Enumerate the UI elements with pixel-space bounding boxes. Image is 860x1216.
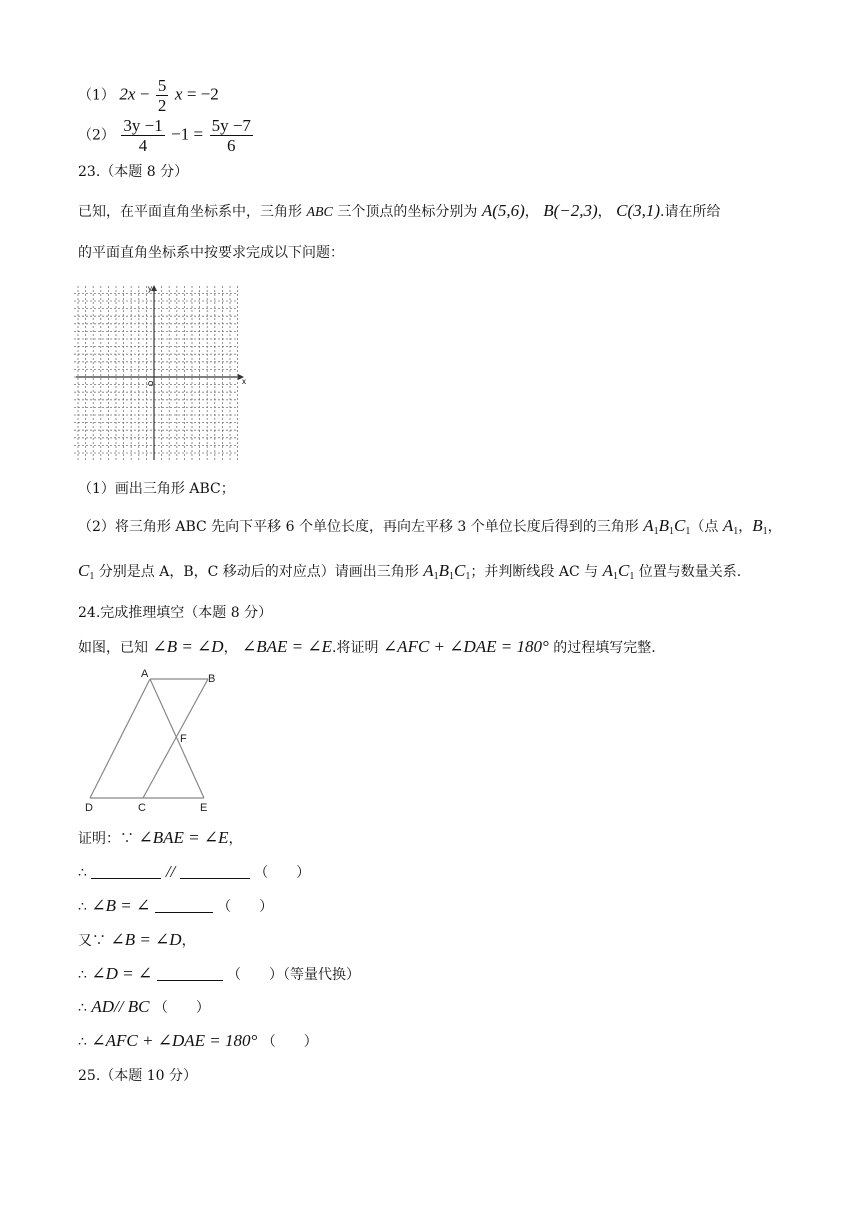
grid-lines — [74, 286, 238, 460]
x-axis-label: x — [242, 377, 246, 386]
proof-line-4: 又∵ ∠B = ∠D， — [78, 930, 196, 949]
segment-ae — [150, 679, 204, 798]
eq1-fraction: $\frac{5}{2}$ — [157, 76, 167, 115]
q23-heading: 23.（本题 8 分） — [78, 164, 189, 180]
q23-intro-line2: 的平面直角坐标系中按要求完成以下问题： — [78, 245, 344, 261]
coordinate-grid-figure[interactable] — [72, 282, 252, 464]
q23-intro-line1: 已知，在平面直角坐标系中，三角形 ABC 三个顶点的坐标分别为 A(5,6)， B(−2,3)， C(3,1).请在所给 — [78, 201, 721, 220]
geometry-figure[interactable] — [80, 664, 230, 818]
label-a: A — [141, 668, 149, 680]
q25-heading: 25.（本题 10 分） — [78, 1068, 197, 1084]
label-d: D — [85, 802, 93, 814]
proof-line-3: ∴ ∠B = ∠ （ ） — [78, 896, 274, 915]
q23-part2-line1: （2）将三角形 ABC 先向下平移 6 个单位长度，再向左平移 3 个单位长度后得到的三角形 $A_1B_1C_1$（点 $A_1$，$B_1$， — [78, 516, 782, 537]
answer-blank-3[interactable] — [155, 898, 213, 913]
q24-heading: 24.完成推理填空（本题 8 分） — [78, 605, 273, 621]
label-c: C — [138, 802, 146, 814]
proof-line-1: 证明：∵ ∠BAE = ∠E， — [78, 828, 243, 847]
equation-1: （1） 2x − $\frac{5}{2}$ x = −2 — [78, 76, 219, 115]
y-axis-label: y — [148, 284, 152, 293]
proof-line-7: ∴ ∠AFC + ∠DAE = 180° （ ） — [78, 1031, 318, 1050]
origin-label: O — [148, 381, 154, 388]
proof-line-2: ∴ // （ ） — [78, 862, 311, 881]
label-f: F — [180, 733, 187, 745]
answer-blank-4[interactable] — [157, 966, 223, 981]
label-b: B — [208, 673, 216, 685]
equation-2: （2） $\frac{3y -1}{4}$ −1 = $\frac{5y -7}{6}$ — [78, 116, 251, 155]
label-e: E — [200, 802, 208, 814]
proof-line-6: ∴ AD// BC （ ） — [78, 997, 210, 1016]
answer-blank-2[interactable] — [180, 864, 250, 879]
segment-bc — [143, 679, 208, 798]
eq2-fraction-right: $\frac{5y -7}{6}$ — [211, 116, 251, 155]
segment-ad — [90, 679, 150, 798]
q23-part2-line2: $C_1$ 分别是点 A，B，C 移动后的对应点）请画出三角形 $A_1B_1C_1$；并判断线段 AC 与 $A_1C_1$ 位置与数量关系. — [78, 561, 742, 582]
eq2-fraction-left: $\frac{3y -1}{4}$ — [123, 116, 163, 155]
q23-part1: （1）画出三角形 ABC； — [78, 481, 235, 497]
eq1-lhs-a: 2x — [119, 84, 136, 104]
q24-intro: 如图，已知 ∠B = ∠D， ∠BAE = ∠E.将证明 ∠AFC + ∠DAE = 180° 的过程填写完整. — [78, 637, 656, 656]
proof-line-5: ∴ ∠D = ∠ （ ）（等量代换） — [78, 964, 361, 983]
answer-blank-1[interactable] — [91, 864, 161, 879]
